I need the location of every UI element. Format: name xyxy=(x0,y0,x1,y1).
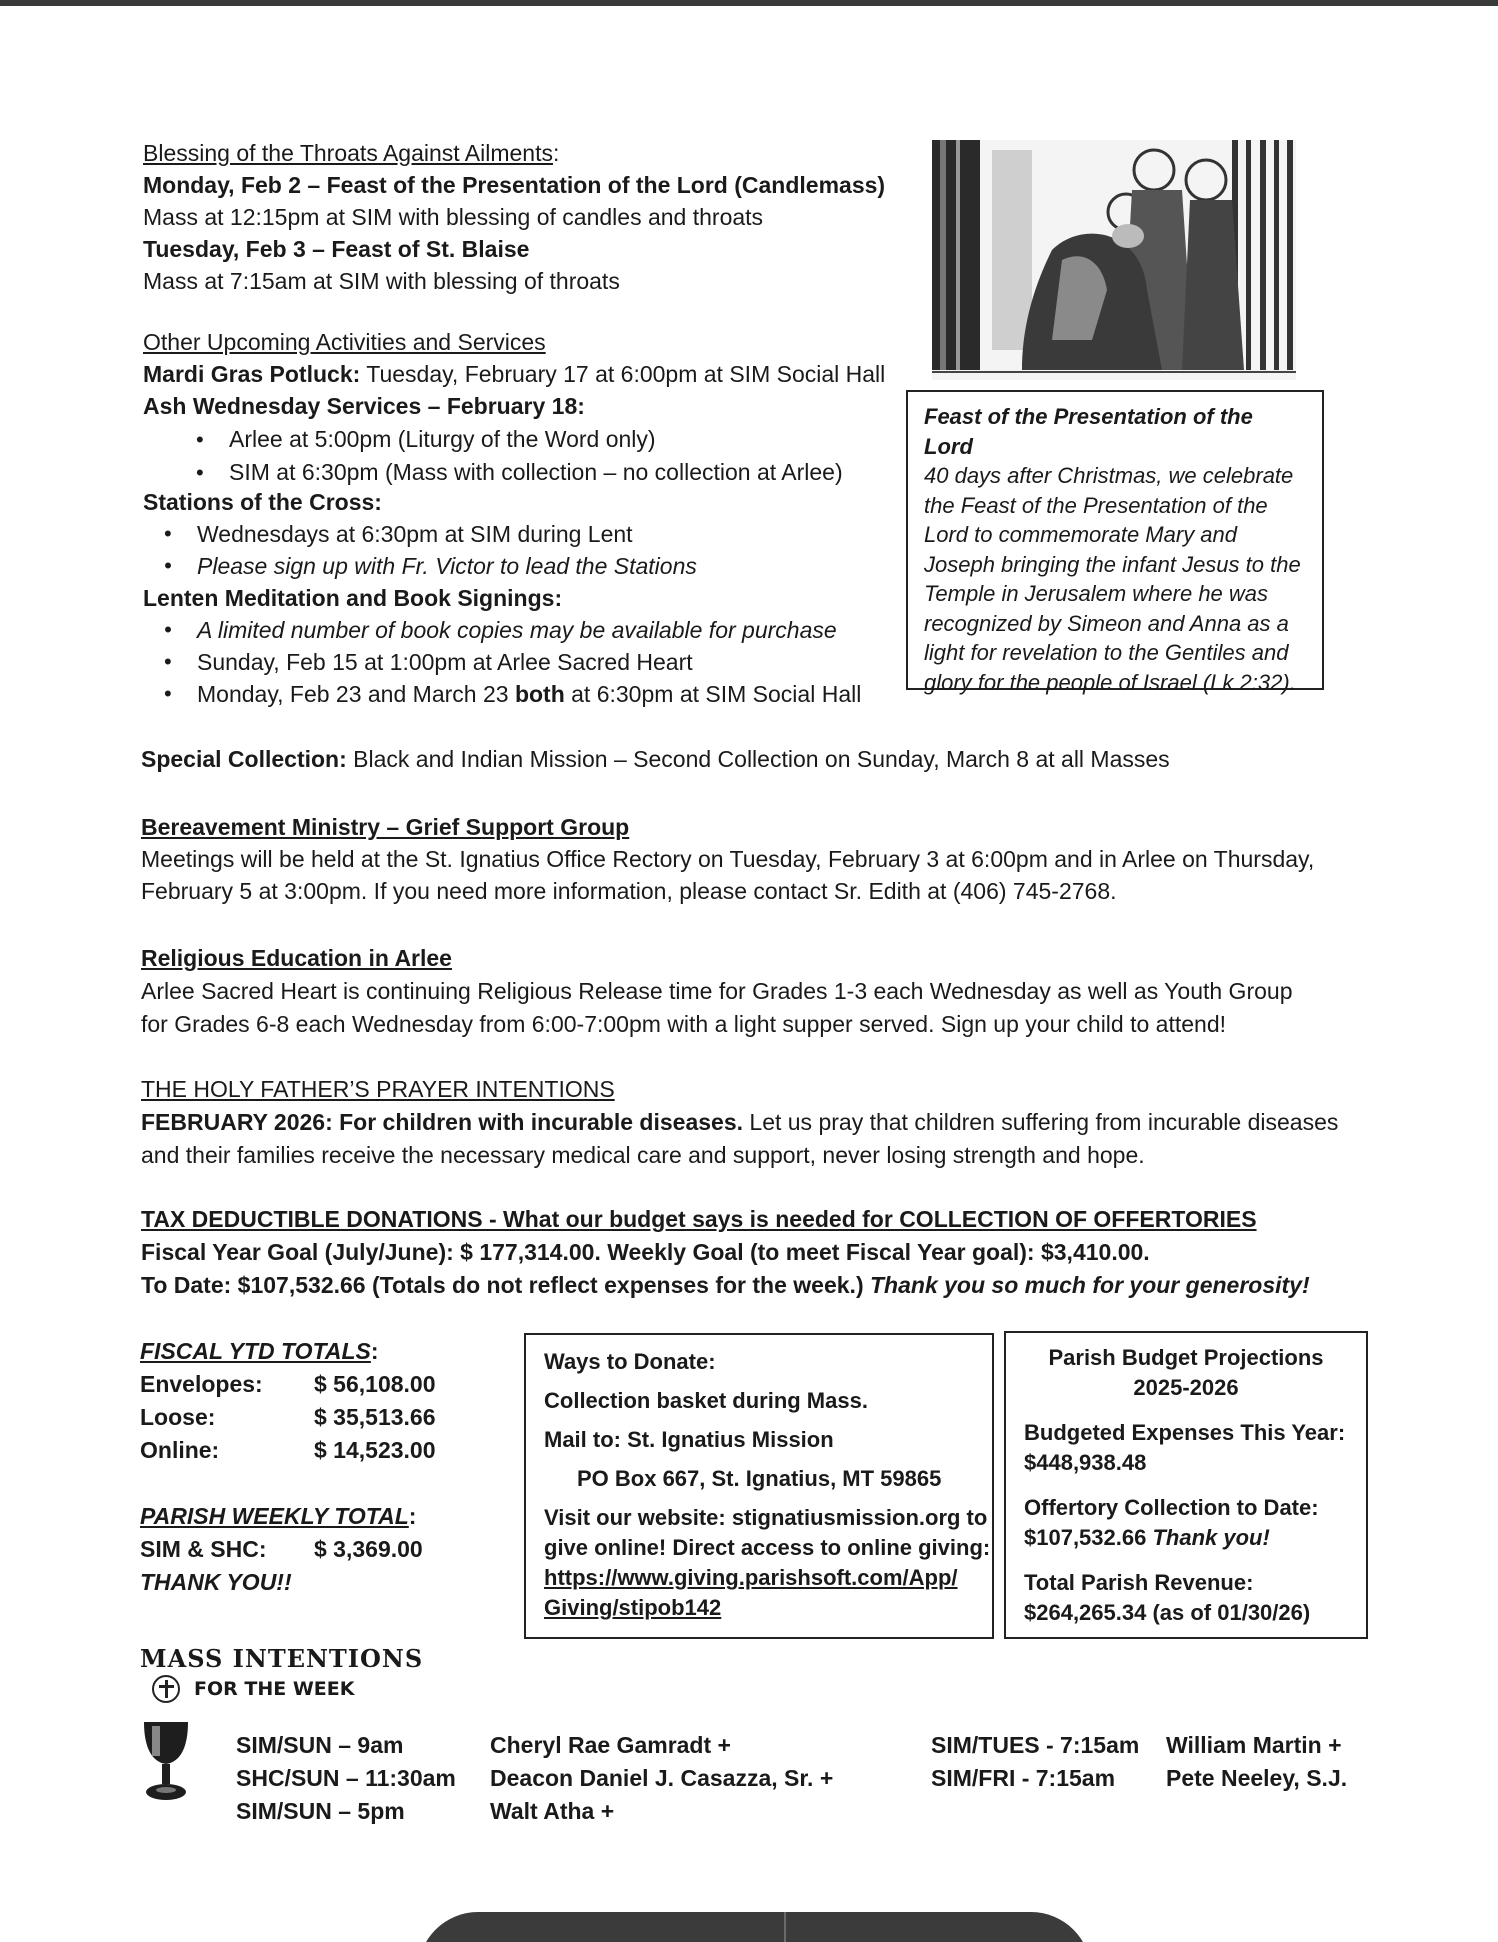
fiscal-heading: FISCAL YTD TOTALS xyxy=(140,1338,371,1364)
fiscal-row xyxy=(140,1434,436,1467)
upcoming-heading: Other Upcoming Activities and Services xyxy=(143,329,546,355)
feast-line: Temple in Jerusalem where he was xyxy=(924,581,1269,606)
lenten-item3-c: at 6:30pm at SIM Social Hall xyxy=(564,681,862,707)
prayer-line2: and their families receive the necessary medical care and support, never losing strength and hope. xyxy=(141,1142,1145,1168)
ways-basket: Collection basket during Mass. xyxy=(544,1388,868,1413)
budget-exp-label: Budgeted Expenses This Year: xyxy=(1024,1420,1346,1445)
ash-list xyxy=(229,423,843,489)
lenten-item: • Sunday, Feb 15 at 1:00pm at Arlee Sacred Heart xyxy=(197,646,861,678)
throats-heading: Blessing of the Throats Against Ailments xyxy=(143,140,553,166)
mass-intention-name: William Martin + xyxy=(1166,1732,1342,1758)
bereavement-line1: Meetings will be held at the St. Ignatius Office Rectory on Tuesday, February 3 at 6:00pm and in Arlee on Thursday, xyxy=(141,846,1315,872)
weekly-value: $ 3,369.00 xyxy=(314,1536,423,1562)
feast-line: Joseph bringing the infant Jesus to the xyxy=(924,551,1301,577)
ways-web2: give online! Direct access to online giving: xyxy=(544,1535,991,1560)
bereavement-heading: Bereavement Ministry – Grief Support Group xyxy=(141,814,630,840)
mass-intention-name: Walt Atha + xyxy=(490,1798,615,1824)
bereavement-line2: February 5 at 3:00pm. If you need more information, please contact Sr. Edith at (406) 745-2768. xyxy=(141,878,1117,904)
prayer-section xyxy=(141,1073,1338,1172)
fiscal-heading-colon: : xyxy=(370,1338,379,1364)
lenten-item3-a: Monday, Feb 23 and March 23 xyxy=(197,681,515,707)
throats-line3: Tuesday, Feb 3 – Feast of St. Blaise xyxy=(143,236,530,262)
stations-item: • Wednesdays at 6:30pm at SIM during Lent xyxy=(197,518,697,550)
fiscal-label: Loose: xyxy=(140,1404,216,1430)
feast-title: Feast of the Presentation of the Lord xyxy=(924,404,1253,459)
fiscal-value: $ 14,523.00 xyxy=(314,1437,436,1463)
ash-heading: Ash Wednesday Services – February 18: xyxy=(143,393,585,419)
ways-mail: Mail to: St. Ignatius Mission xyxy=(544,1427,834,1452)
budget-rev-label: Total Parish Revenue: xyxy=(1024,1570,1254,1595)
mass-right-names xyxy=(1166,1729,1347,1795)
throats-line4: Mass at 7:15am at SIM with blessing of throats xyxy=(143,268,620,294)
upcoming-section xyxy=(143,326,885,422)
mass-time: SIM/SUN – 5pm xyxy=(236,1798,405,1824)
mass-left-times xyxy=(236,1729,456,1828)
fiscal-row xyxy=(140,1368,436,1401)
lenten-item xyxy=(197,678,861,710)
ways-address: PO Box 667, St. Ignatius, MT 59865 xyxy=(577,1466,942,1491)
budget-title1: Parish Budget Projections xyxy=(1048,1345,1324,1370)
budget-rev-value: $264,265.34 (as of 01/30/26) xyxy=(1024,1600,1311,1625)
lenten-list xyxy=(197,614,861,710)
feast-line: 40 days after Christmas, we celebrate xyxy=(924,463,1294,488)
weekly-heading-colon: : xyxy=(408,1503,417,1529)
throats-line2: Mass at 12:15pm at SIM with blessing of candles and throats xyxy=(143,204,764,230)
weekly-heading: PARISH WEEKLY TOTAL xyxy=(140,1503,409,1529)
throats-line1: Monday, Feb 2 – Feast of the Presentation of the Lord (Candlemass) xyxy=(143,172,886,198)
throats-heading-colon: : xyxy=(552,140,560,166)
donations-line1: Fiscal Year Goal (July/June): $ 177,314.00. Weekly Goal (to meet Fiscal Year goal): $3,410.00. xyxy=(141,1239,1150,1265)
religious-ed-line1: Arlee Sacred Heart is continuing Religious Release time for Grades 1-3 each Wednesday as well as Youth Group xyxy=(141,978,1293,1004)
budget-box xyxy=(1004,1331,1368,1639)
prayer-bold: FEBRUARY 2026: For children with incurable diseases. xyxy=(141,1109,744,1135)
weekly-section xyxy=(140,1500,423,1599)
budget-off-value: $107,532.66 xyxy=(1024,1525,1153,1550)
prayer-line1: Let us pray that children suffering from incurable diseases xyxy=(743,1109,1339,1135)
bereavement-section xyxy=(141,811,1314,907)
mass-title: MASS INTENTIONS xyxy=(140,1644,424,1673)
mass-time: SIM/SUN – 9am xyxy=(236,1732,404,1758)
mardi-label: Mardi Gras Potluck: xyxy=(143,361,361,387)
mass-left-names xyxy=(490,1729,833,1828)
ash-item: • SIM at 6:30pm (Mass with collection – no collection at Arlee) xyxy=(229,456,843,489)
feast-line: recognized by Simeon and Anna as a xyxy=(924,610,1289,636)
presentation-illustration xyxy=(932,140,1296,380)
donations-line2: To Date: $107,532.66 (Totals do not reflect expenses for the week.) xyxy=(141,1272,870,1298)
fiscal-label: Envelopes: xyxy=(140,1371,263,1397)
page-navigation-divider xyxy=(784,1912,786,1942)
ways-to-donate-box xyxy=(524,1333,994,1639)
mass-intention-name: Cheryl Rae Gamradt + xyxy=(490,1732,731,1758)
fiscal-section xyxy=(140,1335,436,1467)
lenten-item: • A limited number of book copies may be available for purchase xyxy=(197,614,861,646)
weekly-row xyxy=(140,1533,423,1566)
religious-ed-heading: Religious Education in Arlee xyxy=(141,945,452,971)
budget-title2: 2025-2026 xyxy=(1133,1375,1239,1400)
feast-line: glory for the people of Israel (Lk 2:32). xyxy=(924,669,1296,695)
fiscal-row xyxy=(140,1401,436,1434)
stations-item: • Please sign up with Fr. Victor to lead the Stations xyxy=(197,550,697,582)
cross-icon xyxy=(152,1675,180,1703)
stations-heading: Stations of the Cross: xyxy=(143,489,382,515)
ways-web1: Visit our website: stignatiusmission.org to xyxy=(544,1505,988,1530)
ash-item: • Arlee at 5:00pm (Liturgy of the Word only) xyxy=(229,423,843,456)
throats-section xyxy=(143,137,885,297)
feast-line: Lord to commemorate Mary and xyxy=(924,522,1238,547)
stations-list xyxy=(197,518,697,582)
weekly-label: SIM & SHC: xyxy=(140,1536,267,1562)
feast-caption-box xyxy=(906,390,1324,695)
lenten-item3-b: both xyxy=(514,681,565,707)
budget-off-thanks: Thank you! xyxy=(1152,1525,1270,1550)
special-collection xyxy=(141,743,1170,775)
window-top-bar xyxy=(0,0,1498,6)
feast-line: the Feast of the Presentation of the xyxy=(924,492,1268,518)
mass-right-times xyxy=(931,1729,1139,1795)
lenten-heading: Lenten Meditation and Book Signings: xyxy=(143,585,563,611)
donations-heading: TAX DEDUCTIBLE DONATIONS - What our budget says is needed for COLLECTION OF OFFERTORIES xyxy=(141,1206,1257,1232)
religious-ed-line2: for Grades 6-8 each Wednesday from 6:00-7:00pm with a light supper served. Sign up your child to attend! xyxy=(141,1011,1227,1037)
fiscal-value: $ 35,513.66 xyxy=(314,1404,436,1430)
mass-intention-name: Pete Neeley, S.J. xyxy=(1166,1765,1348,1791)
weekly-thanks: THANK YOU!! xyxy=(140,1569,292,1595)
chalice-icon xyxy=(140,1718,192,1804)
giving-link-cont[interactable]: Giving/stipob142 xyxy=(544,1595,722,1620)
religious-ed-section xyxy=(141,942,1292,1041)
mass-time: SIM/FRI - 7:15am xyxy=(931,1765,1116,1791)
special-collection-text: Black and Indian Mission – Second Collection on Sunday, March 8 at all Masses xyxy=(346,746,1170,772)
budget-exp-value: $448,938.48 xyxy=(1024,1450,1147,1475)
ways-title: Ways to Donate: xyxy=(544,1349,716,1374)
page-navigation-bar[interactable] xyxy=(418,1912,1091,1942)
fiscal-label: Online: xyxy=(140,1437,220,1463)
feast-line: light for revelation to the Gentiles and xyxy=(924,640,1289,665)
mass-intention-name: Deacon Daniel J. Casazza, Sr. + xyxy=(490,1765,834,1791)
giving-link[interactable]: https://www.giving.parishsoft.com/App/ xyxy=(544,1565,958,1590)
fiscal-value: $ 56,108.00 xyxy=(314,1371,436,1397)
donations-thanks: Thank you so much for your generosity! xyxy=(870,1272,1310,1298)
prayer-heading: THE HOLY FATHER’S PRAYER INTENTIONS xyxy=(141,1076,615,1102)
mass-subtitle: FOR THE WEEK xyxy=(194,1678,355,1700)
mardi-text: Tuesday, February 17 at 6:00pm at SIM Social Hall xyxy=(360,361,886,387)
mass-time: SHC/SUN – 11:30am xyxy=(236,1765,456,1791)
donations-section xyxy=(141,1203,1310,1302)
special-collection-label: Special Collection: xyxy=(141,746,347,772)
budget-off-label: Offertory Collection to Date: xyxy=(1024,1495,1319,1520)
mass-time: SIM/TUES - 7:15am xyxy=(931,1732,1140,1758)
